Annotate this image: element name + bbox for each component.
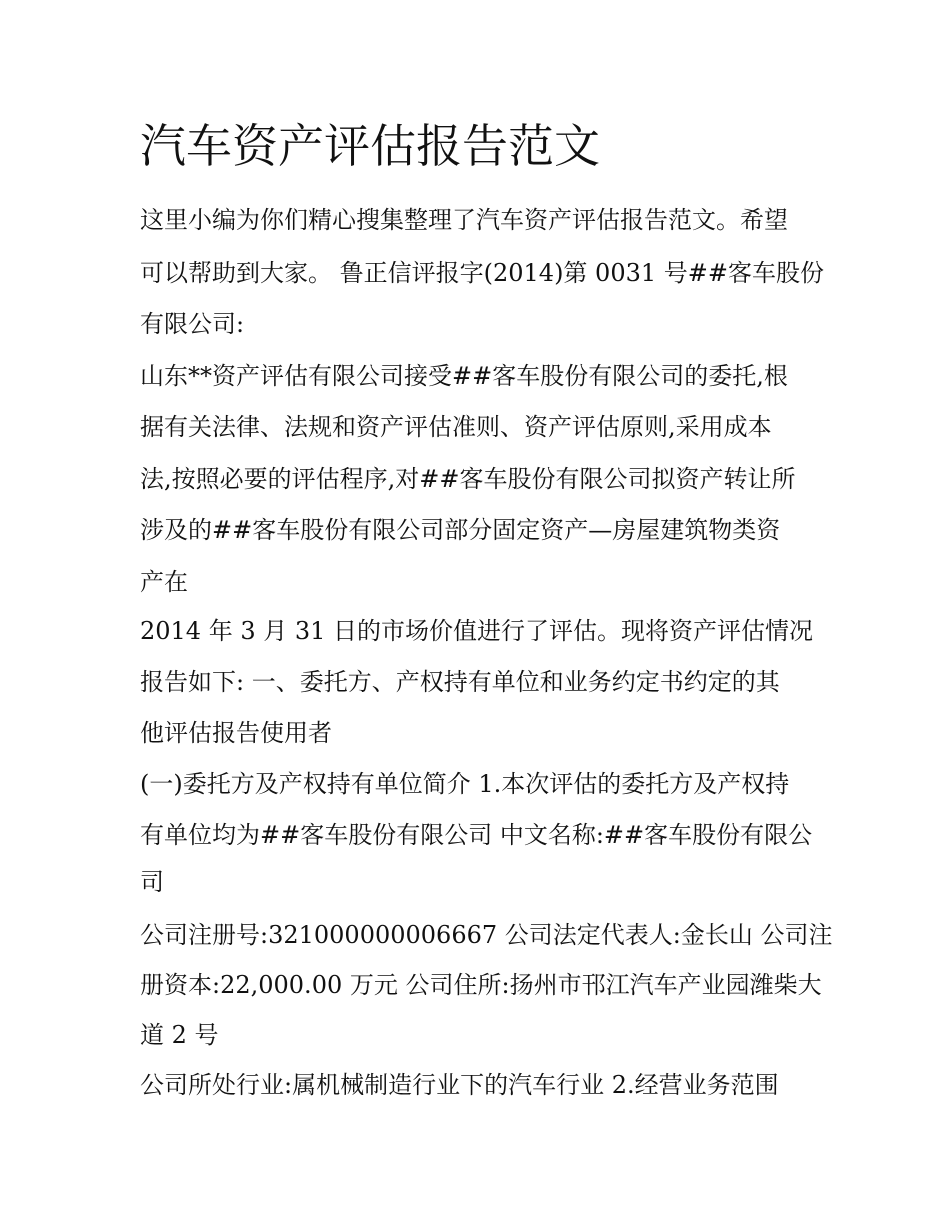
paragraph-line: 涉及的##客车股份有限公司部分固定资产—房屋建筑物类资	[140, 516, 781, 544]
paragraph-line: 2014 年 3 月 31 日的市场价值进行了评估。现将资产评估情况	[140, 617, 814, 645]
paragraph-line: 山东**资产评估有限公司接受##客车股份有限公司的委托,根	[140, 362, 788, 390]
paragraph-line: 有限公司:	[140, 310, 245, 338]
paragraph-line: 据有关法律、法规和资产评估准则、资产评估原则,采用成本	[140, 413, 772, 441]
paragraph-line: 道 2 号	[140, 1021, 219, 1049]
paragraph-line: 他评估报告使用者	[140, 719, 332, 747]
paragraph-line: 有单位均为##客车股份有限公司 中文名称:##客车股份有限公	[140, 821, 813, 849]
paragraph-line: 法,按照必要的评估程序,对##客车股份有限公司拟资产转让所	[140, 465, 796, 493]
paragraph-line: 司	[140, 868, 164, 896]
paragraph-line: 册资本:22,000.00 万元 公司住所:扬州市邗江汽车产业园潍柴大	[140, 971, 822, 999]
paragraph-line: (一)委托方及产权持有单位简介 1.本次评估的委托方及产权持	[140, 770, 790, 798]
paragraph-line: 产在	[140, 568, 188, 596]
paragraph-line: 公司注册号:321000000006667 公司法定代表人:金长山 公司注	[140, 921, 833, 949]
paragraph-line: 这里小编为你们精心搜集整理了汽车资产评估报告范文。希望	[140, 206, 788, 234]
paragraph-line: 可以帮助到大家。 鲁正信评报字(2014)第 0031 号##客车股份	[140, 259, 824, 287]
paragraph-line: 公司所处行业:属机械制造行业下的汽车行业 2.经营业务范围	[140, 1071, 779, 1099]
paragraph-line: 报告如下: 一、委托方、产权持有单位和业务约定书约定的其	[140, 668, 780, 696]
document-title: 汽车资产评估报告范文	[140, 119, 600, 173]
